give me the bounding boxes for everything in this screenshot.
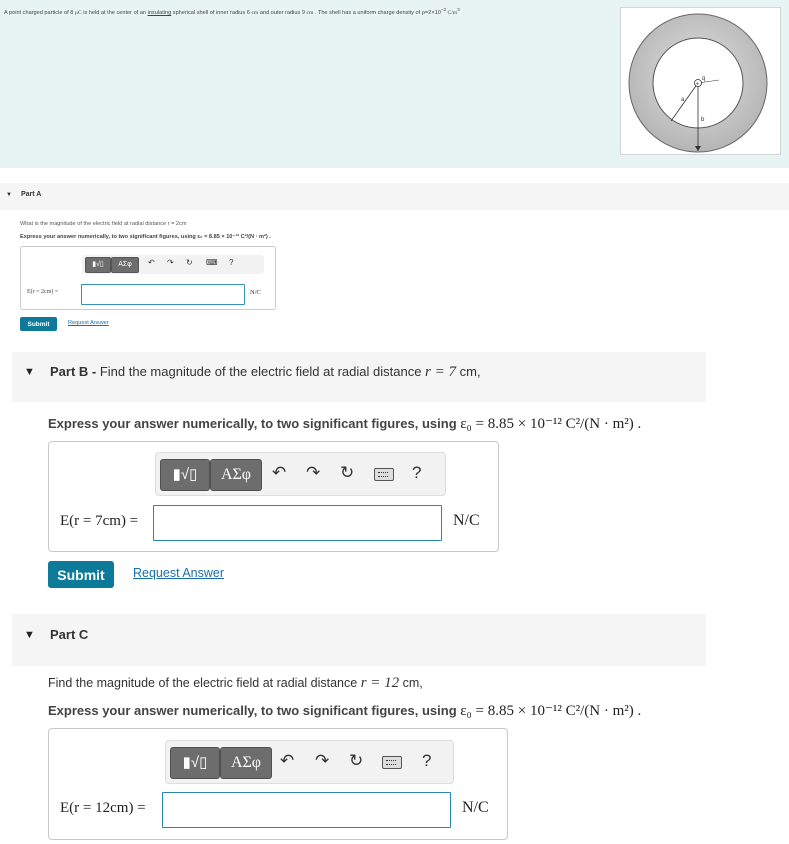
undo-icon[interactable]: ↶ [280,751,295,770]
triangle-down-icon[interactable]: ▼ [24,366,35,378]
help-icon[interactable]: ? [412,463,422,482]
greek-button[interactable]: ΑΣφ [210,459,262,491]
part-c-answer-input[interactable] [162,792,451,828]
shell-diagram [621,8,780,154]
keyboard-icon[interactable] [382,756,402,769]
triangle-down-icon[interactable]: ▼ [24,629,35,641]
templates-button[interactable]: ▮√▯ [85,257,111,273]
part-c-instructions: Express your answer numerically, to two significant figures, using ε₀ = 8.85 × 10⁻¹² C²/(N · m²) . [48,703,642,719]
redo-icon[interactable]: ↷ [315,751,330,770]
undo-icon[interactable]: ↶ [272,463,287,482]
part-c-toolbar [165,740,454,784]
problem-statement: A point charged particle of 8 μC is held at the center of an insulating spherical shell of inner radius 6 cm and outer radius 9 cm . The shell has a uniform charge density of $\rho=2\times 10^{-2}$ $C/m^3$ [4,7,460,16]
part-b-unit: N/C [453,512,480,529]
templates-button[interactable]: ▮√▯ [170,747,220,779]
label-a: a [681,97,685,103]
part-a-answer-box [20,246,276,310]
part-c-question: Find the magnitude of the electric field at radial distance r = 12 cm, [48,675,423,691]
keyboard-icon[interactable]: ⌨ [206,258,218,267]
part-a-submit-button[interactable]: Submit [20,317,57,331]
part-b-toolbar [155,452,446,496]
part-a-title: Part A [21,191,42,198]
part-a-label: E(r = 2cm) = [27,289,59,295]
part-c-title: Part C [50,627,89,642]
templates-button[interactable]: ▮√▯ [160,459,210,491]
redo-icon[interactable]: ↷ [167,258,174,267]
part-a-request-answer-link[interactable]: Request Answer [68,320,109,326]
shell-figure [620,7,781,155]
part-b-answer-input[interactable] [153,505,442,541]
redo-icon[interactable]: ↷ [306,463,321,482]
help-icon[interactable]: ? [422,751,432,770]
greek-button[interactable]: ΑΣφ [220,747,272,779]
part-a-instructions: Express your answer numerically, to two significant figures, using ε₀ = 8.85 × 10⁻¹² C²/(N · m²) . [20,234,271,240]
part-a-question: What is the magnitude of the electric field at radial distance r = 2cm [20,221,187,227]
help-icon[interactable]: ? [229,258,234,267]
part-b-request-answer-link[interactable]: Request Answer [133,566,225,580]
plus-sign: + [695,81,700,88]
part-b-submit-button[interactable]: Submit [48,561,114,588]
reset-icon[interactable]: ↻ [340,463,355,482]
greek-button[interactable]: ΑΣφ [111,257,139,273]
reset-icon[interactable]: ↻ [186,258,193,267]
part-c-answer-box [48,728,508,840]
part-a-unit: N/C [250,289,261,296]
part-b-title: Part B - Find the magnitude of the electric field at radial distance r = 7 cm, [50,364,481,380]
triangle-down-icon[interactable]: ▼ [6,192,12,198]
part-b-label: E(r = 7cm) = [60,513,139,529]
label-b: b [701,117,705,123]
part-a-toolbar [82,255,264,274]
part-a-header[interactable] [0,183,789,210]
undo-icon[interactable]: ↶ [148,258,155,267]
part-c-unit: N/C [462,799,489,816]
label-q: q [702,76,706,82]
reset-icon[interactable]: ↻ [349,751,364,770]
part-c-label: E(r = 12cm) = [60,800,146,816]
part-b-answer-box [48,441,499,552]
part-c-header[interactable] [12,614,706,666]
keyboard-icon[interactable] [374,468,394,481]
part-b-instructions: Express your answer numerically, to two significant figures, using ε₀ = 8.85 × 10⁻¹² C²/(N · m²) . [48,416,642,432]
part-a-answer-input[interactable] [81,284,245,305]
